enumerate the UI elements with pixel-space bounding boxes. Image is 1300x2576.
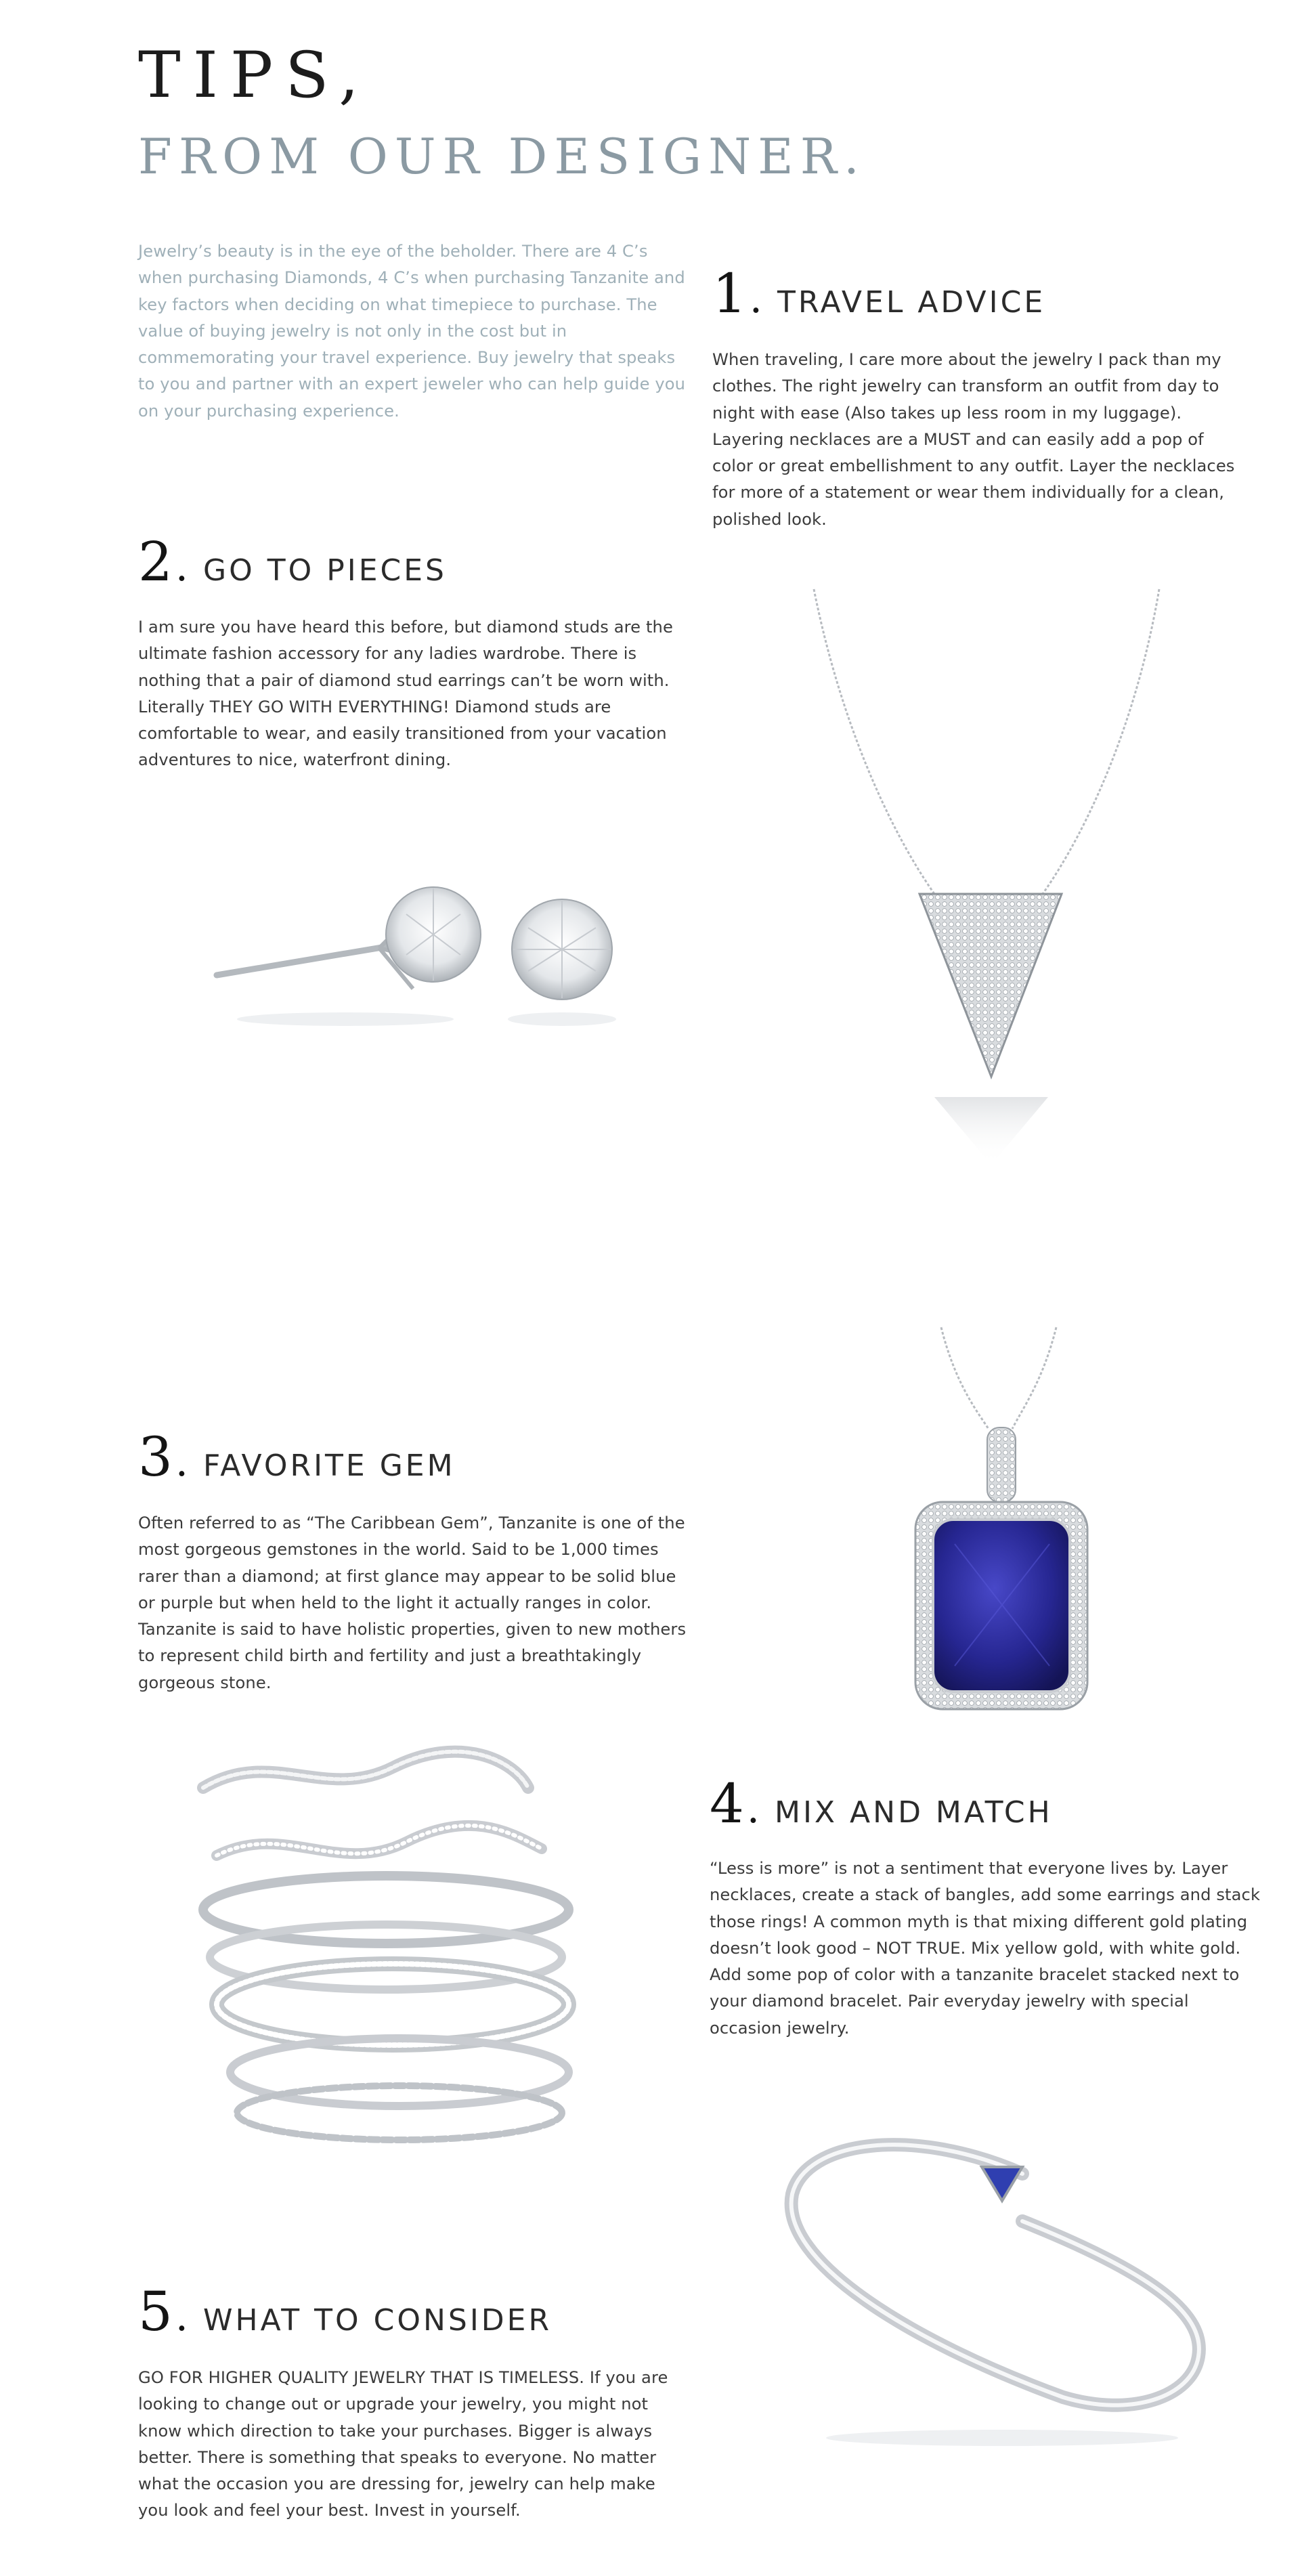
section-5-number: 5 <box>138 2280 173 2343</box>
section-1-number: 1 <box>712 262 747 325</box>
section-2-title: GO TO PIECES <box>202 553 447 588</box>
section-5-heading <box>138 2280 552 2343</box>
section-4-dot: . <box>746 1785 760 1832</box>
section-5-body: GO FOR HIGHER QUALITY JEWELRY THAT IS TIMELESS. If you are looking to change out or upgrade your jewelry, you might not know which direction to take your purchases. Bigger is always better. There is something that speaks to everyone. No matter what the occasion you are dressing for, jewelry can help make you look and feel your best. Invest in yourself. <box>138 2368 668 2520</box>
section-1-dot: . <box>749 275 762 322</box>
triangle-necklace-image <box>799 582 1178 1165</box>
page-title: TIPS, <box>138 39 372 112</box>
intro-paragraph: Jewelry’s beauty is in the eye of the beholder. There are 4 C’s when purchasing Diamonds, 4 C’s when purchasing Tanzanite and key factors when deciding on what timepiece to purchase. The value of buying jewelry is not only in the cost but in commemorating your travel experience. Buy jewelry that speaks to you and partner with an expert jeweler who can help guide you on your purchasing experience. <box>138 242 686 421</box>
section-4-title: MIX AND MATCH <box>774 1795 1053 1830</box>
section-3-title: FAVORITE GEM <box>202 1448 456 1483</box>
section-1-body: When traveling, I care more about the jewelry I pack than my clothes. The right jewelry can transform an outfit from day to night with ease (Also takes up less room in my luggage). Layering necklaces are a MUST and can easily add a pop of color or great embellishment to any outfit. Layer the necklaces for more of a statement or wear them individually for a clean, polished look. <box>712 350 1235 529</box>
section-3-number: 3 <box>138 1425 173 1488</box>
diamond-studs-image <box>210 860 643 1036</box>
section-4-body: “Less is more” is not a sentiment that everyone lives by. Layer necklaces, create a stack of bangles, add some earrings and stack those rings! A common myth is that mixing different gold plating doesn’t look good – NOT TRUE. Mix yellow gold, with white gold. Add some pop of color with a tanzanite bracelet stacked next to your diamond bracelet. Pair everyday jewelry with special occasion jewelry. <box>710 1859 1261 2038</box>
section-2-heading <box>138 530 447 593</box>
tanzanite-pendant-image <box>901 1327 1104 1734</box>
bangle-stack-image <box>190 1734 609 2160</box>
section-5-dot: . <box>175 2293 188 2340</box>
section-2-number: 2 <box>138 530 173 593</box>
section-2-dot: . <box>175 543 188 591</box>
section-3-dot: . <box>175 1438 188 1486</box>
section-3-heading <box>138 1425 456 1488</box>
section-5-title: WHAT TO CONSIDER <box>202 2303 552 2338</box>
tanzanite-bangle-image <box>779 2099 1212 2451</box>
page-subtitle: FROM OUR DESIGNER. <box>138 128 866 185</box>
section-4-heading <box>710 1772 1053 1835</box>
section-3-body: Often referred to as “The Caribbean Gem”, Tanzanite is one of the most gorgeous gemstones in the world. Said to be 1,000 times rarer than a diamond; at first glance may appear to be solid blue or purple but when held to the light it actually ranges in color. Tanzanite is said to have holistic properties, given to new mothers to represent child birth and fertility and just a breathtakingly gorgeous stone. <box>138 1514 687 1692</box>
section-1-title: TRAVEL ADVICE <box>777 285 1046 320</box>
section-1-heading <box>712 262 1046 325</box>
section-4-number: 4 <box>710 1772 744 1835</box>
section-2-body: I am sure you have heard this before, but diamond studs are the ultimate fashion accessory for any ladies wardrobe. There is nothing that a pair of diamond stud earrings can’t be worn with. Literally THEY GO WITH EVERYTHING! Diamond studs are comfortable to wear, and easily transitioned from your vacation adventures to nice, waterfront dining. <box>138 618 673 770</box>
